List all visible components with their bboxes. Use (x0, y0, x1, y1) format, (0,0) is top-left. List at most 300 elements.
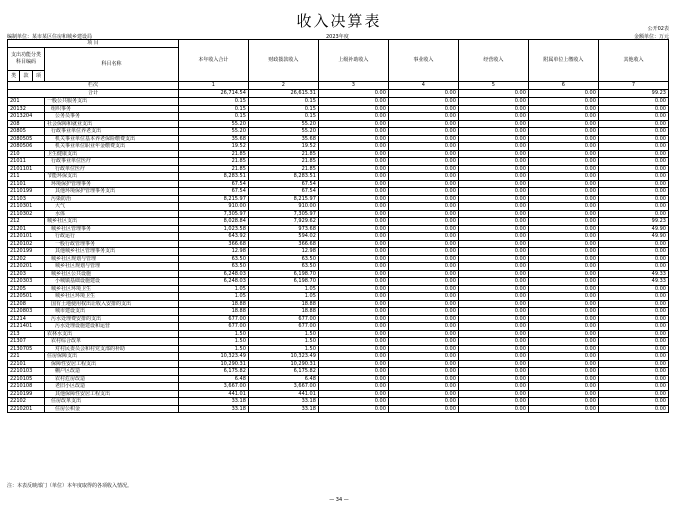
row-code: 212 (8, 218, 45, 226)
row-name: 城市建设支出 (45, 308, 179, 316)
row-value: 0.00 (598, 248, 668, 256)
row-value: 67.54 (248, 188, 318, 196)
row-value: 8,283.51 (178, 173, 248, 181)
table-row (8, 188, 669, 196)
row-value: 49.33 (598, 278, 668, 286)
row-value: 0.00 (388, 308, 458, 316)
code-header: 支出功能分类科目编码 (8, 48, 45, 71)
row-value: 677.00 (178, 323, 248, 331)
row-code: 2210199 (8, 390, 45, 398)
row-value: 0.00 (598, 158, 668, 166)
row-value: 63.50 (248, 263, 318, 271)
table-row (8, 255, 669, 263)
row-value: 0.00 (318, 360, 388, 368)
row-value: 0.00 (318, 173, 388, 181)
row-value: 0.00 (388, 293, 458, 301)
row-value: 0.00 (598, 98, 668, 106)
row-value: 0.00 (458, 360, 528, 368)
col-header: 财政拨款收入 (248, 40, 318, 82)
row-name: 其他环境保护管理事务支出 (45, 188, 179, 196)
row-name: 污水处理费安排的支出 (45, 315, 179, 323)
row-value: 0.00 (388, 240, 458, 248)
table-row (8, 233, 669, 241)
row-value: 0.00 (318, 270, 388, 278)
row-value: 0.00 (528, 398, 598, 406)
row-code: 2210201 (8, 405, 45, 413)
row-value: 3,667.00 (248, 383, 318, 391)
row-value: 0.00 (528, 300, 598, 308)
row-name: 水体 (45, 210, 179, 218)
row-code: 21201 (8, 225, 45, 233)
row-name: 保障性安居工程支出 (45, 360, 179, 368)
row-value: 0.00 (388, 225, 458, 233)
row-value: 18.88 (178, 308, 248, 316)
row-value: 0.00 (388, 398, 458, 406)
table-row (8, 248, 669, 256)
row-code: 2210108 (8, 383, 45, 391)
row-value: 0.00 (598, 195, 668, 203)
row-value: 0.00 (458, 210, 528, 218)
row-value: 0.00 (388, 135, 458, 143)
row-code: 21103 (8, 195, 45, 203)
row-code: 210 (8, 150, 45, 158)
table-row (8, 285, 669, 293)
table-row (8, 218, 669, 226)
row-value: 0.00 (318, 390, 388, 398)
table-row (8, 345, 669, 353)
row-value: 55.20 (178, 128, 248, 136)
row-name: 城乡社区规划与管理 (45, 263, 179, 271)
table-row (8, 383, 669, 391)
row-name: 城乡社区环境卫生 (45, 293, 179, 301)
row-value: 0.00 (598, 203, 668, 211)
row-value: 0.00 (318, 278, 388, 286)
row-value: 0.00 (458, 285, 528, 293)
row-value: 0.00 (318, 383, 388, 391)
row-value: 18.88 (178, 300, 248, 308)
row-value: 63.50 (248, 255, 318, 263)
row-value: 0.00 (598, 345, 668, 353)
name-header: 科目名称 (45, 48, 179, 82)
row-value: 910.00 (248, 203, 318, 211)
row-value: 0.00 (528, 405, 598, 413)
row-value: 0.00 (318, 218, 388, 226)
row-value: 0.00 (318, 293, 388, 301)
row-code: 22102 (8, 398, 45, 406)
row-value: 0.00 (388, 405, 458, 413)
row-value: 0.00 (458, 143, 528, 151)
total-label: 合计 (8, 90, 179, 98)
row-value: 0.00 (598, 390, 668, 398)
row-name: 卫生健康支出 (45, 150, 179, 158)
table-row (8, 405, 669, 413)
col-header: 经营收入 (458, 40, 528, 82)
row-value: 0.00 (458, 98, 528, 106)
total-cell: 0.00 (388, 90, 458, 98)
row-value: 0.00 (388, 278, 458, 286)
row-code: 2120102 (8, 240, 45, 248)
col-header: 上级补助收入 (318, 40, 388, 82)
row-code: 213 (8, 330, 45, 338)
row-value: 8,215.97 (178, 195, 248, 203)
row-value: 0.00 (388, 263, 458, 271)
row-value: 0.00 (528, 353, 598, 361)
row-value: 0.00 (458, 188, 528, 196)
row-value: 0.00 (528, 390, 598, 398)
row-value: 0.15 (178, 113, 248, 121)
row-value: 10,323.49 (178, 353, 248, 361)
row-value: 21.85 (178, 158, 248, 166)
row-code: 2120803 (8, 308, 45, 316)
row-value: 67.54 (178, 188, 248, 196)
row-value: 0.00 (528, 173, 598, 181)
row-value: 21.85 (248, 165, 318, 173)
row-value: 3,667.00 (178, 383, 248, 391)
row-value: 0.00 (458, 300, 528, 308)
page-number: — 34 — (329, 497, 349, 503)
row-value: 0.00 (318, 345, 388, 353)
col-number: 5 (458, 82, 528, 90)
row-value: 973.68 (248, 225, 318, 233)
row-code: 21214 (8, 315, 45, 323)
col-header: 本年收入合计 (178, 40, 248, 82)
row-name: 行政事业单位医疗 (45, 158, 179, 166)
row-value: 0.00 (458, 383, 528, 391)
row-value: 0.00 (528, 338, 598, 346)
row-name: 一般公共服务支出 (45, 98, 179, 106)
row-value: 0.00 (598, 375, 668, 383)
row-name: 城乡社区公共设施 (45, 270, 179, 278)
row-value: 0.00 (528, 150, 598, 158)
row-value: 0.00 (388, 390, 458, 398)
row-value: 0.00 (528, 240, 598, 248)
row-value: 0.00 (318, 105, 388, 113)
row-value: 0.00 (318, 300, 388, 308)
row-value: 0.00 (458, 368, 528, 376)
row-value: 0.00 (318, 285, 388, 293)
total-cell: 0.00 (458, 90, 528, 98)
row-value: 1.05 (178, 285, 248, 293)
row-value: 1.05 (178, 293, 248, 301)
col-number: 2 (248, 82, 318, 90)
row-value: 33.18 (248, 405, 318, 413)
table-row (8, 173, 669, 181)
row-value: 0.00 (458, 225, 528, 233)
col-number: 7 (598, 82, 668, 90)
row-value: 0.00 (458, 263, 528, 271)
row-name: 机关事业单位职业年金缴费支出 (45, 143, 179, 151)
row-name: 大气 (45, 203, 179, 211)
page-title: 收入决算表 (296, 12, 382, 30)
table-body (8, 98, 669, 413)
row-value: 0.00 (458, 218, 528, 226)
row-value: 0.00 (458, 375, 528, 383)
row-value: 0.00 (388, 300, 458, 308)
row-value: 6.48 (178, 375, 248, 383)
row-value: 10,290.31 (248, 360, 318, 368)
row-value: 0.00 (598, 240, 668, 248)
row-value: 0.00 (458, 353, 528, 361)
row-value: 0.00 (528, 105, 598, 113)
row-value: 0.00 (388, 120, 458, 128)
row-value: 0.00 (318, 308, 388, 316)
row-value: 6,198.70 (248, 278, 318, 286)
row-value: 21.85 (178, 165, 248, 173)
row-value: 0.00 (458, 150, 528, 158)
row-value: 0.00 (528, 360, 598, 368)
table-row (8, 203, 669, 211)
row-value: 0.00 (458, 308, 528, 316)
row-code: 2120303 (8, 278, 45, 286)
row-value: 0.00 (458, 278, 528, 286)
row-value: 21.85 (248, 150, 318, 158)
row-value: 0.00 (458, 113, 528, 121)
table-row (8, 353, 669, 361)
row-value: 0.00 (388, 360, 458, 368)
row-value: 0.00 (318, 323, 388, 331)
row-code: 2210105 (8, 375, 45, 383)
row-value: 0.00 (458, 255, 528, 263)
row-value: 0.00 (598, 128, 668, 136)
row-value: 0.00 (528, 203, 598, 211)
row-value: 0.00 (318, 368, 388, 376)
row-value: 677.00 (248, 315, 318, 323)
row-value: 7,305.97 (178, 210, 248, 218)
row-code: 2120501 (8, 293, 45, 301)
row-name: 节能环保支出 (45, 173, 179, 181)
row-value: 0.00 (528, 143, 598, 151)
row-value: 1,023.58 (178, 225, 248, 233)
row-name: 行政事业单位养老支出 (45, 128, 179, 136)
row-value: 0.00 (598, 398, 668, 406)
form-number: 公开02表 (647, 26, 669, 32)
row-value: 0.00 (318, 158, 388, 166)
row-value: 0.00 (528, 120, 598, 128)
row-name: 公务员事务 (45, 113, 179, 121)
row-name: 其他城乡社区管理事务支出 (45, 248, 179, 256)
row-value: 0.00 (458, 330, 528, 338)
row-value: 67.54 (248, 180, 318, 188)
row-value: 0.00 (458, 120, 528, 128)
row-value: 0.00 (528, 308, 598, 316)
row-value: 0.00 (318, 405, 388, 413)
table-row (8, 263, 669, 271)
row-name: 住房改革支出 (45, 398, 179, 406)
row-name: 农村危房改造 (45, 375, 179, 383)
table-row (8, 180, 669, 188)
row-value: 0.00 (528, 165, 598, 173)
row-value: 0.00 (318, 113, 388, 121)
row-code: 21202 (8, 255, 45, 263)
row-value: 0.00 (388, 158, 458, 166)
row-value: 0.00 (458, 323, 528, 331)
row-value: 0.00 (388, 105, 458, 113)
row-value: 0.00 (388, 150, 458, 158)
row-value: 0.00 (388, 270, 458, 278)
row-value: 0.00 (528, 375, 598, 383)
row-code: 2080505 (8, 135, 45, 143)
row-value: 8,215.97 (248, 195, 318, 203)
row-name: 对村民委员会和村党支部的补助 (45, 345, 179, 353)
row-value: 0.15 (248, 113, 318, 121)
row-name: 污水处理设施建设和运营 (45, 323, 179, 331)
row-value: 0.00 (598, 308, 668, 316)
row-value: 0.00 (528, 255, 598, 263)
row-value: 0.15 (178, 105, 248, 113)
row-value: 0.00 (528, 293, 598, 301)
row-value: 0.00 (598, 353, 668, 361)
row-value: 0.00 (388, 218, 458, 226)
row-value: 0.00 (318, 398, 388, 406)
table-row (8, 113, 669, 121)
row-value: 0.00 (598, 210, 668, 218)
row-value: 0.00 (598, 135, 668, 143)
row-name: 城乡社区支出 (45, 218, 179, 226)
row-value: 0.00 (528, 383, 598, 391)
row-value: 1.50 (248, 338, 318, 346)
row-code: 20132 (8, 105, 45, 113)
row-value: 63.50 (178, 263, 248, 271)
row-value: 0.00 (528, 285, 598, 293)
row-value: 0.00 (528, 278, 598, 286)
row-value: 0.00 (388, 165, 458, 173)
row-value: 0.00 (318, 203, 388, 211)
row-value: 0.00 (528, 135, 598, 143)
table-row (8, 128, 669, 136)
row-value: 0.00 (388, 368, 458, 376)
row-value: 8,283.51 (248, 173, 318, 181)
row-value: 6,248.03 (178, 278, 248, 286)
row-value: 0.00 (318, 255, 388, 263)
table-row (8, 330, 669, 338)
row-value: 0.00 (458, 158, 528, 166)
row-value: 0.00 (528, 195, 598, 203)
row-value: 0.00 (458, 405, 528, 413)
row-value: 0.00 (318, 248, 388, 256)
unit-label: 金额单位：万元 (633, 34, 669, 40)
row-value: 12.98 (178, 248, 248, 256)
row-value: 0.00 (598, 263, 668, 271)
row-value: 441.01 (248, 390, 318, 398)
table-row (8, 375, 669, 383)
row-value: 0.00 (388, 345, 458, 353)
row-name: 老旧小区改造 (45, 383, 179, 391)
row-value: 0.00 (318, 150, 388, 158)
row-value: 0.00 (528, 113, 598, 121)
row-value: 0.00 (458, 128, 528, 136)
row-code: 21203 (8, 270, 45, 278)
row-value: 0.00 (598, 173, 668, 181)
table-row (8, 323, 669, 331)
row-name: 小城镇基础设施建设 (45, 278, 179, 286)
table-row (8, 143, 669, 151)
table-row (8, 240, 669, 248)
table-row (8, 293, 669, 301)
org-label: 编制单位：某市某区住房和城乡建设局 (7, 34, 93, 40)
row-value: 0.00 (458, 270, 528, 278)
row-code: 221 (8, 353, 45, 361)
row-value: 0.00 (388, 248, 458, 256)
col-number: 3 (318, 82, 388, 90)
row-value: 0.00 (318, 375, 388, 383)
row-value: 0.00 (388, 188, 458, 196)
row-code: 2080506 (8, 143, 45, 151)
row-value: 0.00 (318, 165, 388, 173)
total-cell: 99.23 (598, 90, 668, 98)
row-name: 行政单位医疗 (45, 165, 179, 173)
table-row (8, 315, 669, 323)
mu-header: 项 (32, 71, 44, 82)
row-value: 99.23 (598, 218, 668, 226)
row-value: 0.00 (458, 180, 528, 188)
row-value: 19.52 (178, 143, 248, 151)
row-name: 行政运行 (45, 233, 179, 241)
total-cell: 0.00 (318, 90, 388, 98)
row-value: 55.20 (248, 128, 318, 136)
row-code: 21307 (8, 338, 45, 346)
row-value: 0.00 (458, 248, 528, 256)
row-value: 0.00 (528, 210, 598, 218)
row-value: 0.15 (248, 105, 318, 113)
row-value: 0.00 (458, 315, 528, 323)
row-value: 0.00 (318, 263, 388, 271)
row-value: 0.00 (528, 345, 598, 353)
row-value: 0.00 (318, 143, 388, 151)
row-code: 21208 (8, 300, 45, 308)
table-row (8, 390, 669, 398)
row-value: 0.00 (528, 233, 598, 241)
row-name: 社会保障和就业支出 (45, 120, 179, 128)
row-value: 0.00 (598, 165, 668, 173)
row-value: 21.85 (178, 150, 248, 158)
col-number: 4 (388, 82, 458, 90)
row-value: 55.20 (178, 120, 248, 128)
row-value: 0.00 (598, 368, 668, 376)
row-code: 2130705 (8, 345, 45, 353)
row-value: 0.00 (458, 240, 528, 248)
row-value: 0.00 (388, 353, 458, 361)
row-value: 677.00 (178, 315, 248, 323)
row-name: 住房保障支出 (45, 353, 179, 361)
table-row (8, 120, 669, 128)
row-value: 0.00 (388, 285, 458, 293)
row-value: 0.00 (318, 330, 388, 338)
row-value: 0.00 (528, 263, 598, 271)
table-row (8, 158, 669, 166)
row-value: 0.00 (458, 233, 528, 241)
row-value: 0.00 (458, 173, 528, 181)
col-header: 其他收入 (598, 40, 668, 82)
row-value: 0.00 (598, 285, 668, 293)
row-value: 1.05 (248, 293, 318, 301)
row-code: 211 (8, 173, 45, 181)
row-value: 0.00 (598, 360, 668, 368)
table-row (8, 368, 669, 376)
row-value: 0.00 (458, 135, 528, 143)
row-value: 49.33 (598, 270, 668, 278)
project-header: 项 目 (8, 40, 179, 48)
row-value: 0.00 (458, 165, 528, 173)
row-value: 0.00 (598, 293, 668, 301)
row-value: 0.00 (598, 323, 668, 331)
row-value: 0.00 (598, 338, 668, 346)
row-name: 国有土地使用权出让收入安排的支出 (45, 300, 179, 308)
row-value: 0.00 (458, 105, 528, 113)
row-value: 0.00 (528, 368, 598, 376)
row-value: 0.00 (388, 180, 458, 188)
row-value: 18.88 (248, 300, 318, 308)
footnote: 注：本表反映部门（单位）本年度取得的各项收入情况。 (7, 483, 133, 489)
